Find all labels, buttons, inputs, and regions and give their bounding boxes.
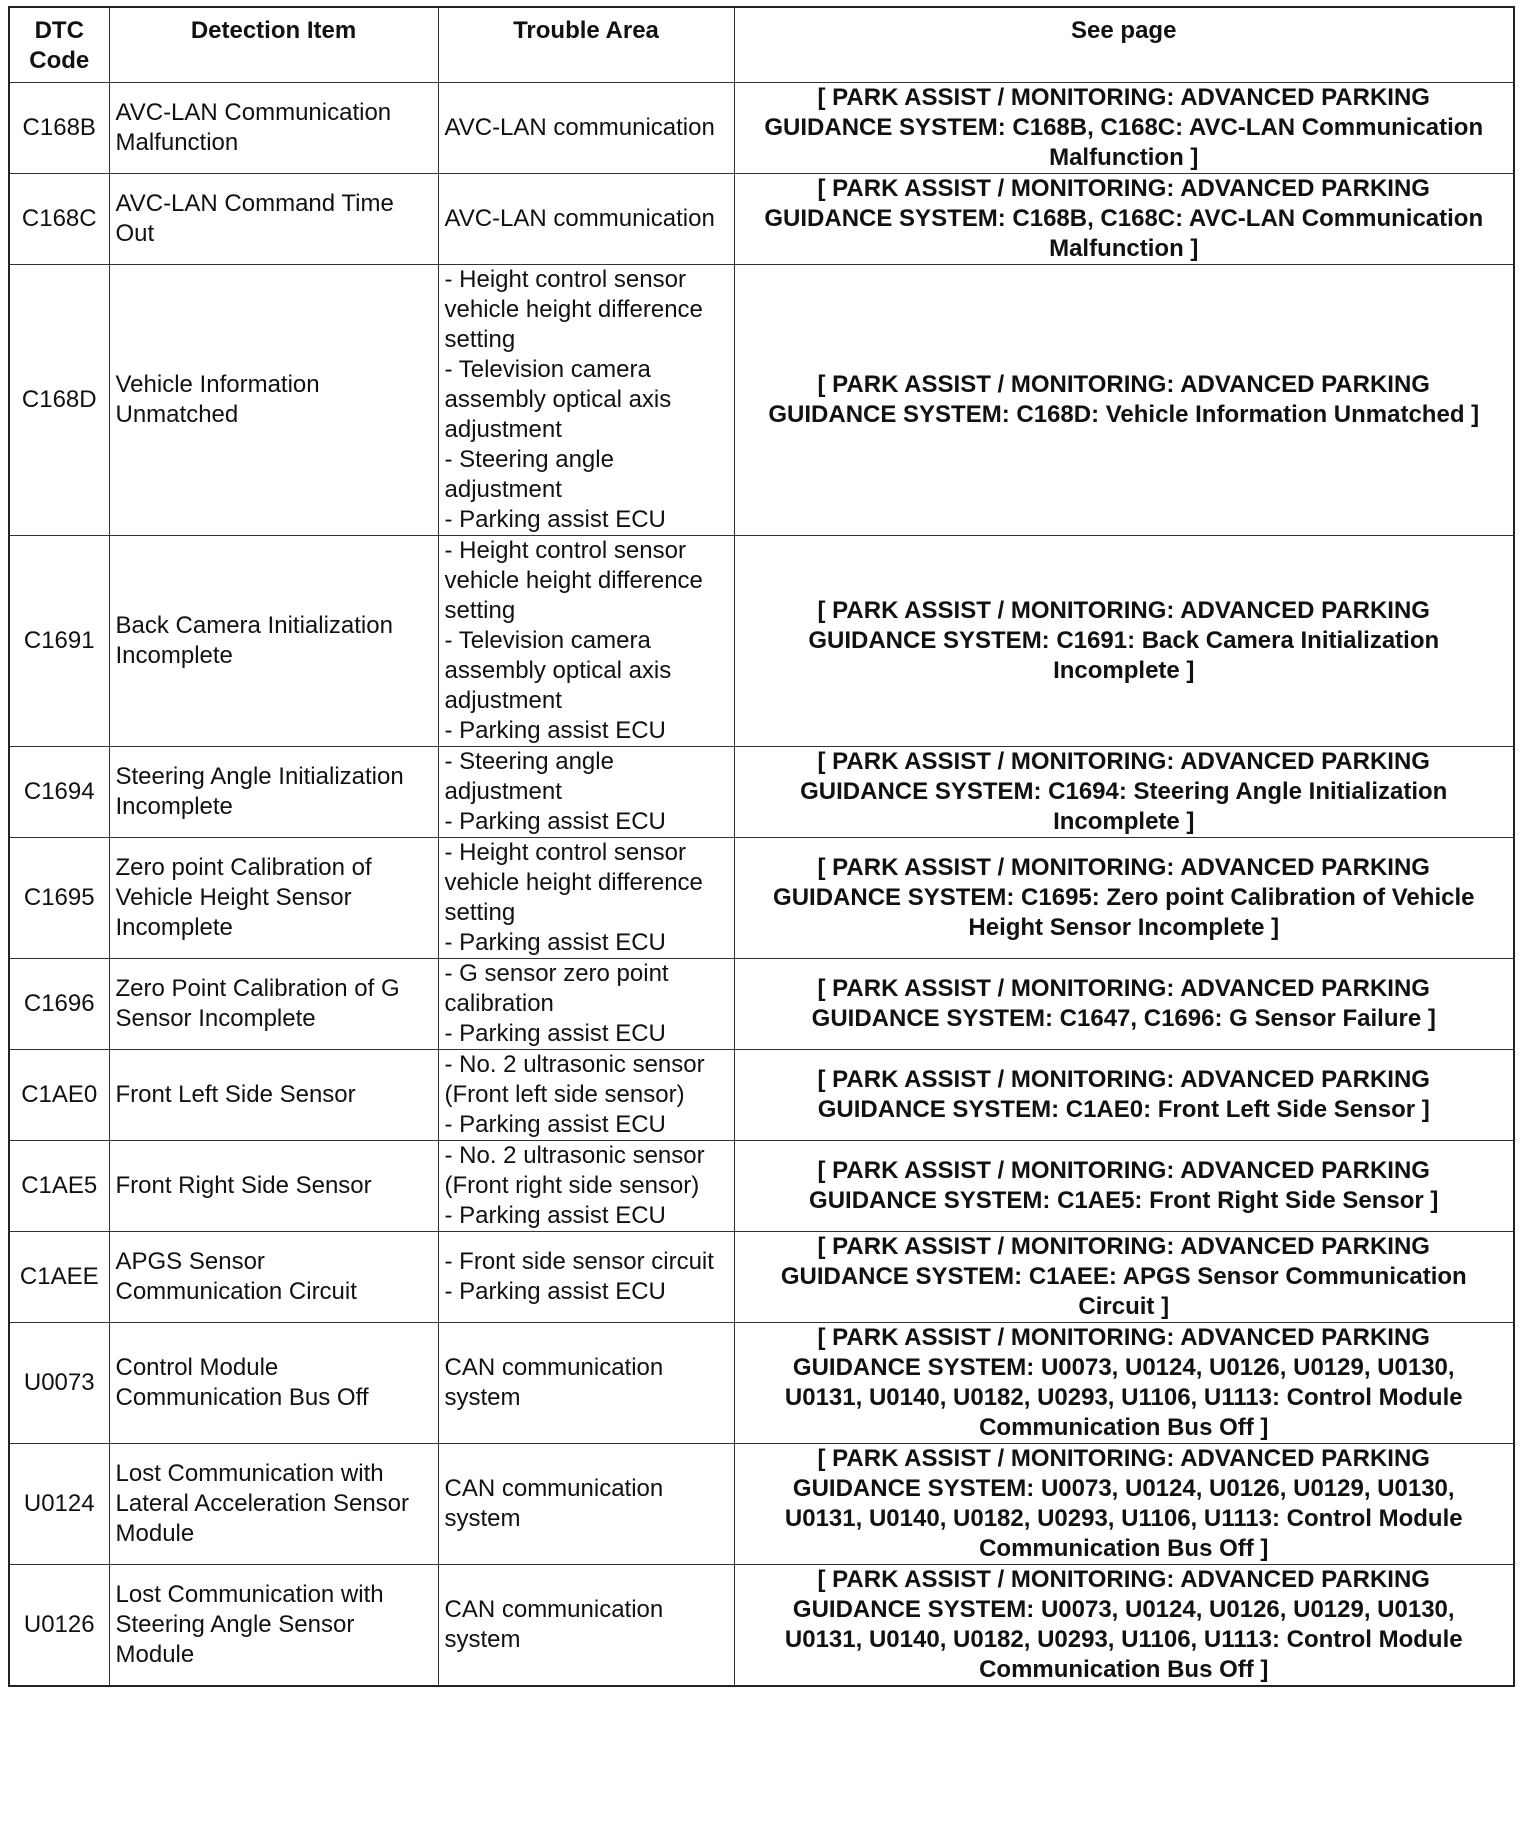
detection-item-cell bbox=[109, 959, 438, 1050]
see-page-cell-line: GUIDANCE SYSTEM: C1AE0: Front Left Side Sensor ] bbox=[817, 1096, 1430, 1123]
dtc-code-cell: C1AE5 bbox=[9, 1141, 109, 1232]
detection-item-cell-line: Lost Communication with bbox=[115, 1460, 384, 1487]
table-row bbox=[9, 747, 1514, 838]
detection-item-cell-line: Malfunction bbox=[115, 129, 239, 156]
trouble-area-cell-line: CAN communication bbox=[444, 1596, 664, 1623]
detection-item-cell bbox=[109, 83, 438, 174]
detection-item-cell-line: Front Right Side Sensor bbox=[115, 1172, 372, 1199]
see-page-cell-line: [ PARK ASSIST / MONITORING: ADVANCED PARKING bbox=[817, 1324, 1430, 1351]
dtc-code-cell: C1694 bbox=[9, 747, 109, 838]
trouble-area-cell-line: - Parking assist ECU bbox=[444, 1111, 666, 1138]
header-row bbox=[9, 7, 1514, 83]
see-page-cell-line: GUIDANCE SYSTEM: C168B, C168C: AVC-LAN Communication bbox=[764, 205, 1484, 232]
trouble-area-cell-line: adjustment bbox=[444, 778, 562, 805]
see-page-cell bbox=[734, 536, 1514, 747]
table-row bbox=[9, 959, 1514, 1050]
detection-item-cell-line: Lateral Acceleration Sensor bbox=[115, 1490, 410, 1517]
detection-item-cell-line: Zero Point Calibration of G bbox=[115, 975, 400, 1002]
table-row bbox=[9, 1323, 1514, 1444]
detection-item-cell-line: Sensor Incomplete bbox=[115, 1005, 316, 1032]
see-page-cell-line: GUIDANCE SYSTEM: U0073, U0124, U0126, U0129, U0130, bbox=[792, 1354, 1455, 1381]
header-dtc-code bbox=[9, 7, 109, 83]
trouble-area-cell bbox=[438, 1232, 734, 1323]
trouble-area-cell bbox=[438, 1141, 734, 1232]
see-page-cell bbox=[734, 1565, 1514, 1687]
trouble-area-cell-line: - Parking assist ECU bbox=[444, 808, 666, 835]
detection-item-cell-line: Back Camera Initialization bbox=[115, 612, 393, 639]
detection-item-cell bbox=[109, 536, 438, 747]
trouble-area-cell bbox=[438, 747, 734, 838]
trouble-area-cell-line: (Front left side sensor) bbox=[444, 1081, 685, 1108]
trouble-area-cell-line: setting bbox=[444, 899, 516, 926]
table-row bbox=[9, 838, 1514, 959]
see-page-cell bbox=[734, 174, 1514, 265]
dtc-code-cell: C1AE0 bbox=[9, 1050, 109, 1141]
trouble-area-cell-line: - Front side sensor circuit bbox=[444, 1248, 714, 1275]
detection-item-cell-line: Zero point Calibration of bbox=[115, 854, 372, 881]
see-page-cell-line: GUIDANCE SYSTEM: C1695: Zero point Calibration of Vehicle bbox=[773, 884, 1475, 911]
table-row bbox=[9, 265, 1514, 536]
trouble-area-cell-line: - Parking assist ECU bbox=[444, 1278, 666, 1305]
trouble-area-cell-line: vehicle height difference bbox=[444, 296, 703, 323]
detection-item-cell-line: Steering Angle Sensor bbox=[115, 1611, 355, 1638]
see-page-cell-line: [ PARK ASSIST / MONITORING: ADVANCED PARKING bbox=[817, 854, 1430, 881]
detection-item-cell-line: Communication Bus Off bbox=[115, 1384, 369, 1411]
trouble-area-cell-line: CAN communication bbox=[444, 1475, 664, 1502]
dtc-code-cell: C1691 bbox=[9, 536, 109, 747]
trouble-area-cell-line: calibration bbox=[444, 990, 554, 1017]
detection-item-cell-line: Unmatched bbox=[115, 401, 239, 428]
dtc-code-cell: C168C bbox=[9, 174, 109, 265]
table-row bbox=[9, 1565, 1514, 1687]
trouble-area-cell-line: - Height control sensor bbox=[444, 266, 686, 293]
see-page-cell-line: [ PARK ASSIST / MONITORING: ADVANCED PARKING bbox=[817, 1445, 1430, 1472]
detection-item-cell bbox=[109, 1323, 438, 1444]
detection-item-cell-line: Incomplete bbox=[115, 914, 233, 941]
see-page-cell-line: [ PARK ASSIST / MONITORING: ADVANCED PARKING bbox=[817, 1233, 1430, 1260]
trouble-area-cell bbox=[438, 1050, 734, 1141]
trouble-area-cell-line: - Steering angle bbox=[444, 748, 614, 775]
see-page-cell bbox=[734, 959, 1514, 1050]
see-page-cell-line: Communication Bus Off ] bbox=[979, 1535, 1269, 1562]
see-page-cell-line: GUIDANCE SYSTEM: C1694: Steering Angle Initialization bbox=[800, 778, 1448, 805]
detection-item-cell-line: Vehicle Height Sensor bbox=[115, 884, 352, 911]
trouble-area-cell-line: AVC-LAN communication bbox=[444, 205, 715, 232]
dtc-code-cell: U0124 bbox=[9, 1444, 109, 1565]
detection-item-cell-line: Communication Circuit bbox=[115, 1278, 357, 1305]
see-page-cell bbox=[734, 747, 1514, 838]
dtc-code-cell: C1AEE bbox=[9, 1232, 109, 1323]
see-page-cell-line: GUIDANCE SYSTEM: C1AEE: APGS Sensor Communication bbox=[780, 1263, 1467, 1290]
see-page-cell-line: [ PARK ASSIST / MONITORING: ADVANCED PARKING bbox=[817, 1566, 1430, 1593]
detection-item-cell bbox=[109, 747, 438, 838]
trouble-area-cell-line: vehicle height difference bbox=[444, 567, 703, 594]
trouble-area-cell-line: adjustment bbox=[444, 687, 562, 714]
trouble-area-cell-line: - Parking assist ECU bbox=[444, 717, 666, 744]
detection-item-cell-line: Front Left Side Sensor bbox=[115, 1081, 356, 1108]
see-page-cell bbox=[734, 1444, 1514, 1565]
table-row bbox=[9, 174, 1514, 265]
dtc-code-cell: U0126 bbox=[9, 1565, 109, 1687]
trouble-area-cell-line: - Height control sensor bbox=[444, 537, 686, 564]
trouble-area-cell-line: - Steering angle bbox=[444, 446, 614, 473]
detection-item-cell-line: Incomplete bbox=[115, 793, 233, 820]
detection-item-cell bbox=[109, 1050, 438, 1141]
table-row bbox=[9, 1050, 1514, 1141]
see-page-cell-line: U0131, U0140, U0182, U0293, U1106, U1113: Control Module bbox=[784, 1384, 1463, 1411]
table-row bbox=[9, 1444, 1514, 1565]
see-page-cell-line: GUIDANCE SYSTEM: C1647, C1696: G Sensor Failure ] bbox=[811, 1005, 1436, 1032]
detection-item-cell bbox=[109, 838, 438, 959]
detection-item-cell bbox=[109, 174, 438, 265]
trouble-area-cell bbox=[438, 959, 734, 1050]
see-page-cell-line: GUIDANCE SYSTEM: U0073, U0124, U0126, U0129, U0130, bbox=[792, 1475, 1455, 1502]
table-row bbox=[9, 1232, 1514, 1323]
trouble-area-cell-line: setting bbox=[444, 326, 516, 353]
see-page-cell-line: U0131, U0140, U0182, U0293, U1106, U1113: Control Module bbox=[784, 1505, 1463, 1532]
see-page-cell bbox=[734, 1050, 1514, 1141]
see-page-cell bbox=[734, 265, 1514, 536]
trouble-area-cell bbox=[438, 83, 734, 174]
see-page-cell-line: GUIDANCE SYSTEM: C168D: Vehicle Information Unmatched ] bbox=[768, 401, 1480, 428]
dtc-code-cell: U0073 bbox=[9, 1323, 109, 1444]
trouble-area-cell-line: system bbox=[444, 1384, 521, 1411]
trouble-area-cell-line: - Height control sensor bbox=[444, 839, 686, 866]
trouble-area-cell-line: assembly optical axis bbox=[444, 657, 672, 684]
detection-item-cell-line: AVC-LAN Command Time bbox=[115, 190, 394, 217]
dtc-table-sheet bbox=[8, 6, 1513, 1687]
trouble-area-cell bbox=[438, 838, 734, 959]
see-page-cell bbox=[734, 1141, 1514, 1232]
table-header bbox=[9, 7, 1514, 83]
see-page-cell-line: [ PARK ASSIST / MONITORING: ADVANCED PARKING bbox=[817, 748, 1430, 775]
see-page-cell-line: GUIDANCE SYSTEM: U0073, U0124, U0126, U0129, U0130, bbox=[792, 1596, 1455, 1623]
trouble-area-cell-line: adjustment bbox=[444, 476, 562, 503]
trouble-area-cell bbox=[438, 174, 734, 265]
trouble-area-cell-line: - G sensor zero point bbox=[444, 960, 669, 987]
trouble-area-cell bbox=[438, 1565, 734, 1687]
see-page-cell-line: U0131, U0140, U0182, U0293, U1106, U1113: Control Module bbox=[784, 1626, 1463, 1653]
trouble-area-cell-line: CAN communication bbox=[444, 1354, 664, 1381]
see-page-cell bbox=[734, 1323, 1514, 1444]
detection-item-cell bbox=[109, 1141, 438, 1232]
see-page-cell bbox=[734, 83, 1514, 174]
see-page-cell-line: [ PARK ASSIST / MONITORING: ADVANCED PARKING bbox=[817, 84, 1430, 111]
header-dtc-code-line: Code bbox=[29, 47, 90, 74]
trouble-area-cell-line: - Parking assist ECU bbox=[444, 1202, 666, 1229]
dtc-code-cell: C168D bbox=[9, 265, 109, 536]
see-page-cell-line: Incomplete ] bbox=[1053, 808, 1195, 835]
table-row bbox=[9, 536, 1514, 747]
trouble-area-cell bbox=[438, 1444, 734, 1565]
trouble-area-cell-line: - Parking assist ECU bbox=[444, 506, 666, 533]
detection-item-cell-line: Steering Angle Initialization bbox=[115, 763, 404, 790]
see-page-cell-line: [ PARK ASSIST / MONITORING: ADVANCED PARKING bbox=[817, 175, 1430, 202]
header-dtc-code-line: DTC bbox=[34, 17, 84, 44]
trouble-area-cell-line: - No. 2 ultrasonic sensor bbox=[444, 1051, 705, 1078]
trouble-area-cell bbox=[438, 265, 734, 536]
see-page-cell-line: Communication Bus Off ] bbox=[979, 1414, 1269, 1441]
trouble-area-cell-line: vehicle height difference bbox=[444, 869, 703, 896]
header-detection-item: Detection Item bbox=[109, 7, 438, 83]
dtc-code-cell: C1695 bbox=[9, 838, 109, 959]
detection-item-cell-line: APGS Sensor bbox=[115, 1248, 265, 1275]
dtc-code-cell: C168B bbox=[9, 83, 109, 174]
see-page-cell-line: Height Sensor Incomplete ] bbox=[968, 914, 1280, 941]
dtc-code-cell: C1696 bbox=[9, 959, 109, 1050]
trouble-area-cell-line: (Front right side sensor) bbox=[444, 1172, 700, 1199]
detection-item-cell-line: Control Module bbox=[115, 1354, 279, 1381]
table-row bbox=[9, 1141, 1514, 1232]
detection-item-cell-line: Vehicle Information bbox=[115, 371, 320, 398]
see-page-cell bbox=[734, 1232, 1514, 1323]
detection-item-cell bbox=[109, 1232, 438, 1323]
trouble-area-cell-line: system bbox=[444, 1626, 521, 1653]
trouble-area-cell bbox=[438, 536, 734, 747]
detection-item-cell-line: Lost Communication with bbox=[115, 1581, 384, 1608]
trouble-area-cell-line: system bbox=[444, 1505, 521, 1532]
see-page-cell-line: GUIDANCE SYSTEM: C1AE5: Front Right Side Sensor ] bbox=[809, 1187, 1439, 1214]
trouble-area-cell-line: AVC-LAN communication bbox=[444, 114, 715, 141]
see-page-cell-line: Incomplete ] bbox=[1053, 657, 1195, 684]
see-page-cell-line: [ PARK ASSIST / MONITORING: ADVANCED PARKING bbox=[817, 597, 1430, 624]
trouble-area-cell-line: assembly optical axis bbox=[444, 386, 672, 413]
table-row bbox=[9, 83, 1514, 174]
trouble-area-cell-line: setting bbox=[444, 597, 516, 624]
detection-item-cell bbox=[109, 1565, 438, 1687]
see-page-cell-line: GUIDANCE SYSTEM: C1691: Back Camera Initialization bbox=[808, 627, 1440, 654]
detection-item-cell-line: Out bbox=[115, 220, 155, 247]
header-see-page: See page bbox=[734, 7, 1514, 83]
see-page-cell-line: [ PARK ASSIST / MONITORING: ADVANCED PARKING bbox=[817, 1066, 1430, 1093]
trouble-area-cell-line: adjustment bbox=[444, 416, 562, 443]
see-page-cell-line: Communication Bus Off ] bbox=[979, 1656, 1269, 1683]
see-page-cell-line: Malfunction ] bbox=[1049, 144, 1199, 171]
trouble-area-cell-line: - No. 2 ultrasonic sensor bbox=[444, 1142, 705, 1169]
see-page-cell-line: [ PARK ASSIST / MONITORING: ADVANCED PARKING bbox=[817, 371, 1430, 398]
detection-item-cell-line: AVC-LAN Communication bbox=[115, 99, 392, 126]
table-body bbox=[9, 83, 1514, 1687]
trouble-area-cell bbox=[438, 1323, 734, 1444]
detection-item-cell-line: Incomplete bbox=[115, 642, 233, 669]
header-trouble-area: Trouble Area bbox=[438, 7, 734, 83]
detection-item-cell-line: Module bbox=[115, 1641, 195, 1668]
detection-item-cell-line: Module bbox=[115, 1520, 195, 1547]
see-page-cell-line: Circuit ] bbox=[1078, 1293, 1170, 1320]
see-page-cell-line: Malfunction ] bbox=[1049, 235, 1199, 262]
see-page-cell bbox=[734, 838, 1514, 959]
detection-item-cell bbox=[109, 265, 438, 536]
trouble-area-cell-line: - Television camera bbox=[444, 356, 651, 383]
dtc-table bbox=[8, 6, 1515, 1687]
see-page-cell-line: GUIDANCE SYSTEM: C168B, C168C: AVC-LAN Communication bbox=[764, 114, 1484, 141]
see-page-cell-line: [ PARK ASSIST / MONITORING: ADVANCED PARKING bbox=[817, 1157, 1430, 1184]
see-page-cell-line: [ PARK ASSIST / MONITORING: ADVANCED PARKING bbox=[817, 975, 1430, 1002]
trouble-area-cell-line: - Television camera bbox=[444, 627, 651, 654]
trouble-area-cell-line: - Parking assist ECU bbox=[444, 929, 666, 956]
trouble-area-cell-line: - Parking assist ECU bbox=[444, 1020, 666, 1047]
detection-item-cell bbox=[109, 1444, 438, 1565]
